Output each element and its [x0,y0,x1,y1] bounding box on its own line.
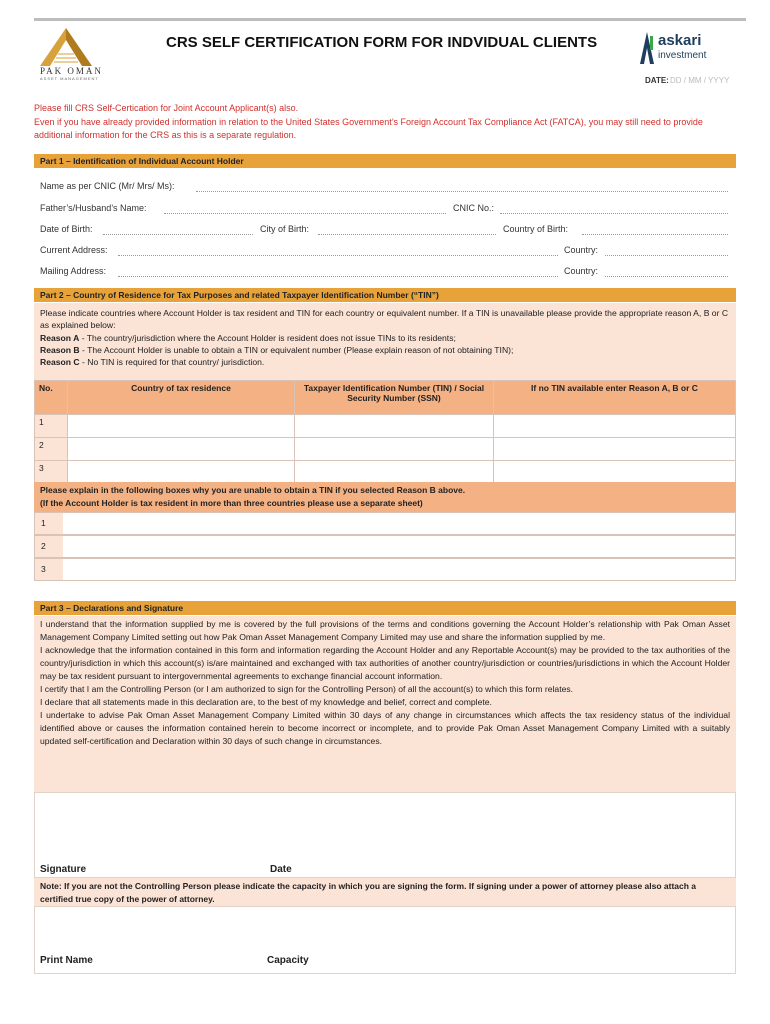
explain-row[interactable] [34,512,736,535]
col-reason: If no TIN available enter Reason A, B or C [494,381,736,415]
declaration-5: I undertake to advise Pak Oman Asset Management Company Limited within 30 days of any change in circumstances which affects the tax residency status of the individual identified above or causes the information contained herein to become incorrect or incomplete, and to provide Pak Oman Asset Management Company Limited with a suitably updated self-certification and Declaration within 30 days of such change in circumstances. [40,710,730,746]
intro-note [34,102,740,143]
explain-row-number: 3 [41,564,46,574]
cnic-field[interactable] [500,213,728,214]
col-tin: Taxpayer Identification Number (TIN) / Social Security Number (SSN) [295,381,494,415]
explain-line-2: (If the Account Holder is tax resident in more than three countries please use a separate sheet) [40,498,423,508]
reason-cell[interactable] [494,438,736,461]
part1-header: Part 1 – Identification of Individual Account Holder [34,154,736,168]
left-logo-sub: ASSET MANAGEMENT [40,76,99,81]
declaration-4: I declare that all statements made in this declaration are, to the best of my knowledge and belief, correct and complete. [40,697,492,707]
col-country: Country of tax residence [68,381,295,415]
mailing-address-field[interactable] [118,276,558,277]
reason-cell[interactable] [494,415,736,438]
father-field[interactable] [164,213,446,214]
controlling-person-note: Note: If you are not the Controlling Person please indicate the capacity in which you are signing the form. If signing under a power of attorney please also attach a certified true copy of the power of attorney. [34,878,736,906]
signature-label: Signature [40,864,87,875]
pak-oman-logo [36,26,106,82]
table-row [35,461,736,484]
country-birth-label: Country of Birth: [503,224,569,234]
country-cell[interactable] [68,461,295,484]
city-label: City of Birth: [260,224,310,234]
date-input[interactable]: DD / MM / YYYY [670,76,730,85]
explain-row[interactable] [34,558,736,581]
explain-line-1: Please explain in the following boxes why you are unable to obtain a TIN if you selected Reason B above. [40,485,466,495]
country-field-1[interactable] [605,255,728,256]
tin-cell[interactable] [295,415,494,438]
reason-b-explanation-header [34,482,736,512]
reason-cell[interactable] [494,461,736,484]
date-sign-label: Date [270,864,292,875]
reason-a-text: - The country/jurisdiction where the Account Holder is resident does not issue TINs to its residents; [79,332,456,343]
reason-b-label: Reason B [40,344,80,355]
country-birth-field[interactable] [582,234,728,235]
reason-c-label: Reason C [40,357,80,368]
right-logo-sub: investment [658,50,707,61]
reason-c [40,356,730,368]
pak-oman-emblem-icon [36,26,96,68]
tin-table [34,380,736,484]
right-logo-brand: askari [658,32,702,49]
father-label: Father’s/Husband’s Name: [40,203,147,213]
col-no: No. [35,381,68,415]
intro-line-2: Even if you have already provided information in relation to the United States Government’s Foreign Account Tax Compliance Act (FATCA), you may still need to provide additional information for the CRS as this is a separate regulation. [34,116,703,140]
city-field[interactable] [318,234,496,235]
country-cell[interactable] [68,415,295,438]
dob-field[interactable] [103,234,253,235]
tin-cell[interactable] [295,438,494,461]
declaration-1: I understand that the information supplied by me is covered by the full provisions of the terms and conditions governing the Account Holder’s relationship with Pak Oman Asset Management Company Limited setting out how Pak Oman Asset Management Company Limited may use and share the information supplied by me. [40,619,730,642]
row-number: 3 [35,461,68,484]
left-logo-text: PAK OMAN [40,66,103,76]
country-label-1: Country: [564,245,599,255]
tin-table-header [35,381,736,415]
dob-label: Date of Birth: [40,224,93,234]
table-row [35,438,736,461]
row-number: 2 [35,438,68,461]
mailing-address-label: Mailing Address: [40,266,107,276]
name-label: Name as per CNIC (Mr/ Mrs/ Ms): [40,181,175,191]
name-field[interactable] [196,191,728,192]
country-label-2: Country: [564,266,599,276]
explain-row-number: 2 [41,541,46,551]
explain-row-number: 1 [41,518,46,528]
country-field-2[interactable] [605,276,728,277]
reason-a [40,332,730,344]
declarations [34,616,736,792]
cnic-label: CNIC No.: [453,203,495,213]
capacity-label: Capacity [267,955,309,966]
print-name-area[interactable] [34,906,736,974]
intro-line-1: Please fill CRS Self-Certication for Joint Account Applicant(s) also. [34,103,299,113]
top-rule [34,18,746,21]
askari-logo [638,30,738,70]
current-address-field[interactable] [118,255,558,256]
reason-c-text: - No TIN is required for that country/ jurisdiction. [79,357,265,368]
part2-instructions [34,303,736,380]
part3-header: Part 3 – Declarations and Signature [34,601,736,615]
row-number: 1 [35,415,68,438]
tin-instruction: Please indicate countries where Account Holder is tax resident and TIN for each country or equivalent number. If a TIN is unavailable please provide the appropriate reason A, B or C as explained below: [40,308,729,331]
declaration-3: I certify that I am the Controlling Person (or I am authorized to sign for the Controlling Person) of all the account(s) to which this form relates. [40,684,574,694]
askari-emblem-icon [638,30,656,66]
reason-b-text: - The Account Holder is unable to obtain a TIN or equivalent number (Please explain reason of not obtaining TIN); [79,344,514,355]
reason-b [40,344,730,356]
country-cell[interactable] [68,438,295,461]
table-row [35,415,736,438]
print-name-label: Print Name [40,955,93,966]
declaration-2: I acknowledge that the information contained in this form and information regarding the Account Holder and any Reportable Account(s) may be provided to the tax authorities of the country/jurisdiction in which this account(s) is/are maintained and exchanged with tax authorities of another country/jurisdiction or countries/jurisdictions in which the Account Holder may be tax resident pursuant to intergovernmental agreements to exchange financial account information. [40,645,730,681]
reason-a-label: Reason A [40,332,80,343]
form-title: CRS SELF CERTIFICATION FORM FOR INDVIDUAL CLIENTS [166,34,598,51]
signature-area[interactable] [34,792,736,878]
current-address-label: Current Address: [40,245,108,255]
date-label: DATE: [645,76,669,85]
tin-cell[interactable] [295,461,494,484]
part2-header: Part 2 – Country of Residence for Tax Purposes and related Taxpayer Identification Number (“TIN”) [34,288,736,302]
explain-row[interactable] [34,535,736,558]
